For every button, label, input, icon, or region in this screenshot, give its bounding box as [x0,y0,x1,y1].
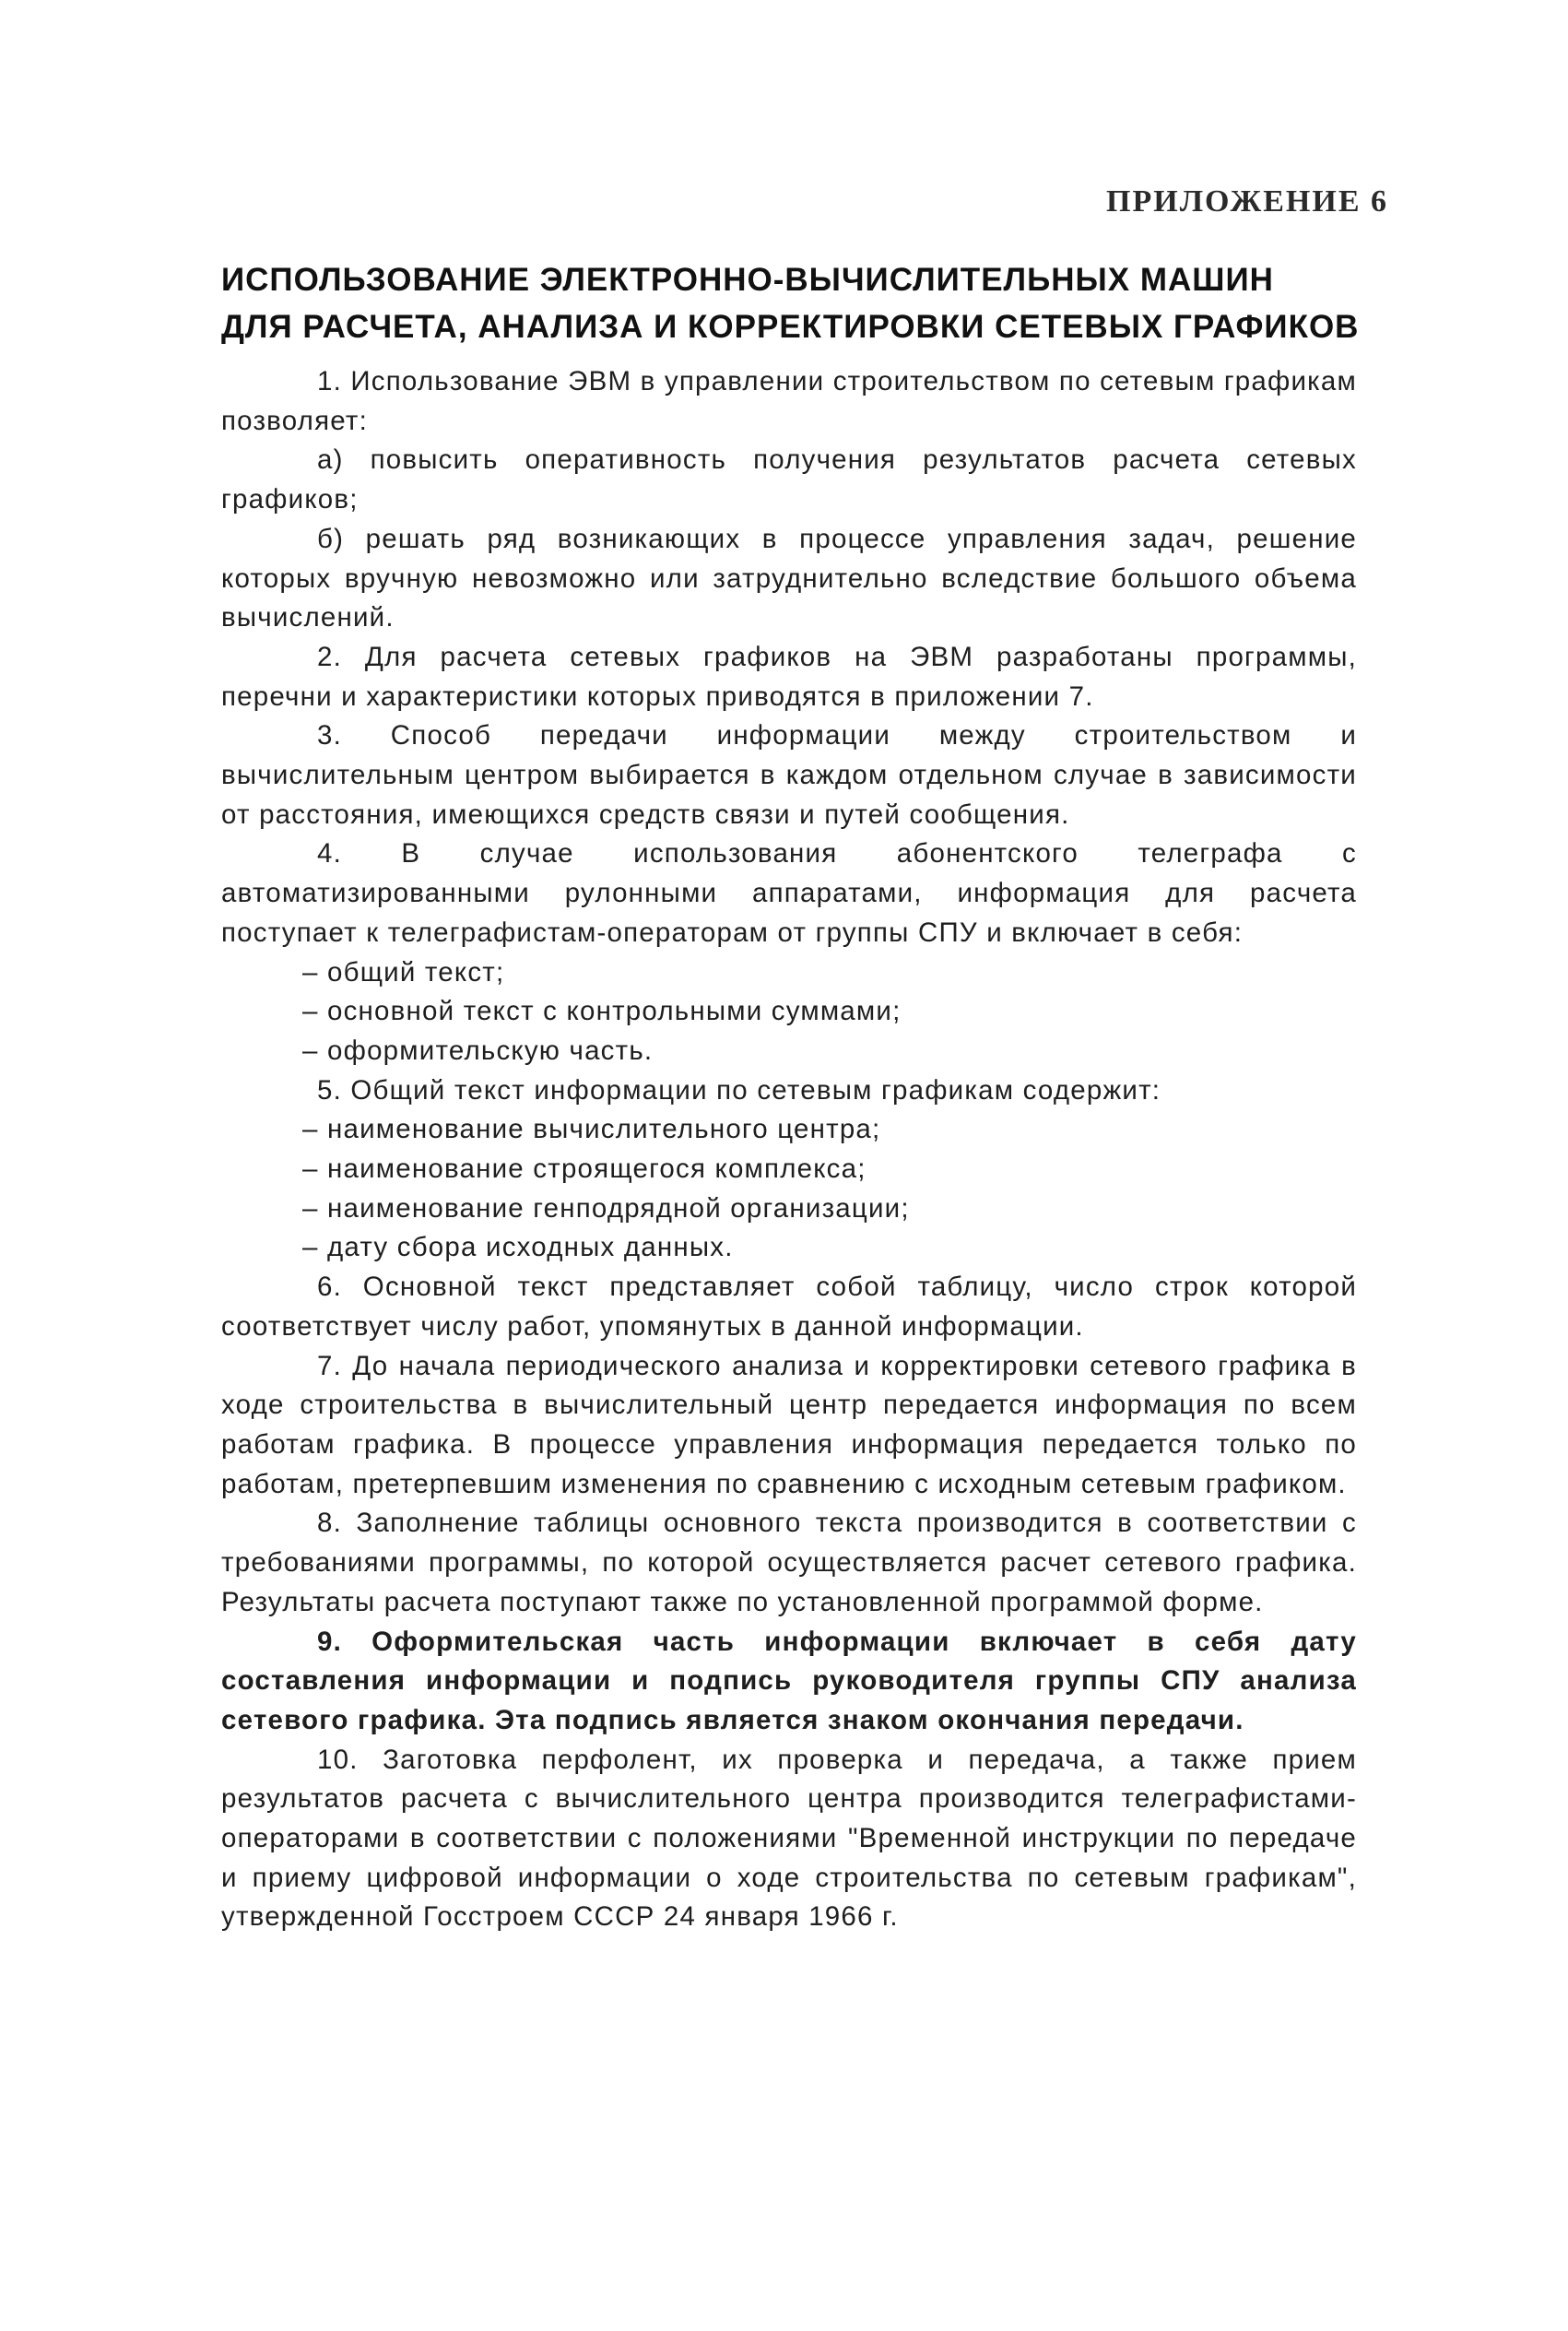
paragraph-1a: а) повысить оперативность получения результатов расчета сетевых графиков; [221,444,1357,515]
document-body [221,362,1357,1937]
list-item: – наименование строящегося комплекса; [302,1154,867,1185]
paragraph-5: 5. Общий текст информации по сетевым графикам содержит: [317,1074,1161,1106]
paragraph-7: 7. До начала периодического анализа и корректировки сетевого графика в ходе строительства в вычислительный центр передается информация по всем работам графика. В процессе управления информация передается только по работам, претерпевшим изменения по сравнению с исходным сетевым графиком. [221,1350,1357,1499]
appendix-label: ПРИЛОЖЕНИЕ 6 [1106,184,1388,219]
title-line-1: ИСПОЛЬЗОВАНИЕ ЭЛЕКТРОННО-ВЫЧИСЛИТЕЛЬНЫХ МАШИН [221,262,1274,298]
list-item: – оформительскую часть. [302,1035,654,1066]
paragraph-3: 3. Способ передачи информации между строительством и вычислительным центром выбирается в каждом отдельном случае в зависимости от расстояния, имеющихся средств связи и путей сообщения. [221,720,1357,830]
list-item: – дату сбора исходных данных. [302,1232,734,1263]
paragraph-4: 4. В случае использования абонентского телеграфа с автоматизированными рулонными аппаратами, информация для расчета поступает к телеграфистам-операторам от группы СПУ и включает в себя: [221,838,1357,948]
paragraph-2: 2. Для расчета сетевых графиков на ЭВМ разработаны программы, перечни и характеристики которых приводятся в приложении 7. [221,641,1357,712]
paragraph-1b: б) решать ряд возникающих в процессе управления задач, решение которых вручную невозможно или затруднительно вследствие большого объема вычислений. [221,523,1357,633]
paragraph-1: 1. Использование ЭВМ в управлении строительством по сетевым графикам позволяет: [221,366,1357,436]
paragraph-6: 6. Основной текст представляет собой таблицу, число строк которой соответствует числу работ, упомянутых в данной информации. [221,1272,1357,1342]
list-item: – наименование генподрядной организации; [302,1192,910,1224]
paragraph-10: 10. Заготовка перфолент, их проверка и передача, а также прием результатов расчета с вычислительного центра производится телеграфистами-операторами в соответствии с положениями "Временной инструкции по передаче и приему цифровой информации о ходе строительства по сетевым графикам", утвержденной Госстроем СССР 24 января 1966 г. [221,1744,1357,1933]
list-item: – наименование вычислительного центра; [302,1114,881,1145]
paragraph-9: 9. Оформительская часть информации включает в себя дату составления информации и подпись руководителя группы СПУ анализа сетевого графика. Эта подпись является знаком окончания передачи. [221,1626,1357,1735]
title-line-2: ДЛЯ РАСЧЕТА, АНАЛИЗА И КОРРЕКТИРОВКИ СЕТЕВЫХ ГРАФИКОВ [221,309,1360,345]
list-item: – основной текст с контрольными суммами; [302,996,902,1027]
document-title [221,256,1373,350]
list-item: – общий текст; [302,956,505,988]
paragraph-8: 8. Заполнение таблицы основного текста производится в соответствии с требованиями программы, по которой осуществляется расчет сетевого графика. Результаты расчета поступают также по установленной программой форме. [221,1508,1357,1617]
